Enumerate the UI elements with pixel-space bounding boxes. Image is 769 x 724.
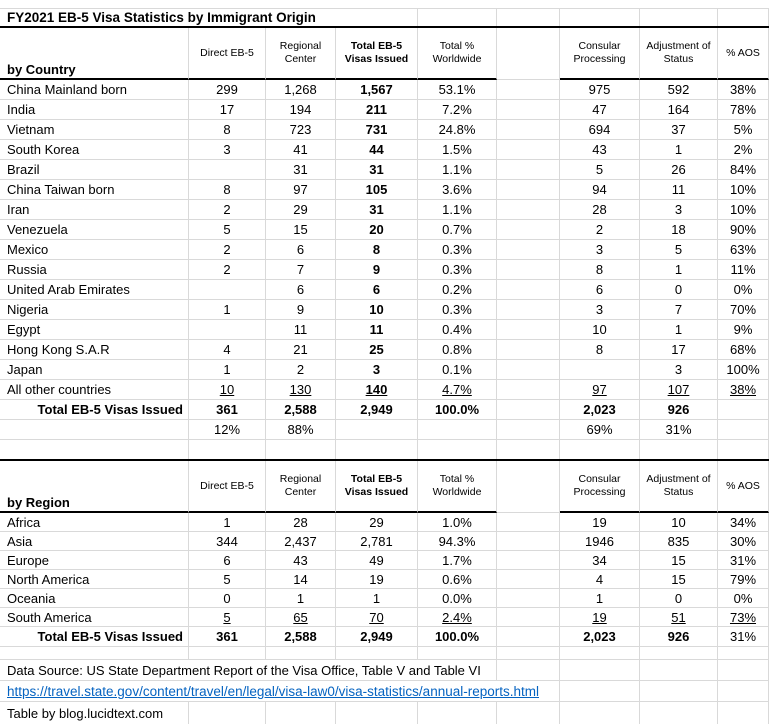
cell: 0: [189, 589, 266, 607]
cell: 2,588: [266, 627, 336, 646]
cell: 1: [336, 589, 418, 607]
cell: 6: [266, 280, 336, 299]
gap-cell: [497, 180, 560, 199]
cell: 21: [266, 340, 336, 359]
cell: 47: [560, 100, 640, 119]
column-header: % AOS: [718, 461, 769, 513]
cell: 100.0%: [418, 627, 497, 646]
cell: 1: [560, 589, 640, 607]
total-row: [0, 627, 769, 647]
column-header: Consular Processing: [560, 28, 640, 80]
cell: 975: [560, 80, 640, 99]
cell: 2%: [718, 140, 769, 159]
title-cell: [0, 9, 418, 26]
row-label: India: [0, 100, 189, 119]
cell: 130: [266, 380, 336, 399]
cell: 41: [266, 140, 336, 159]
row-label: United Arab Emirates: [0, 280, 189, 299]
gap-cell: [497, 100, 560, 119]
cell: 0.3%: [418, 300, 497, 319]
footer-row-link: [0, 681, 769, 702]
cell: 2,588: [266, 400, 336, 419]
column-header: Direct EB-5: [189, 461, 266, 513]
cell: 2: [189, 260, 266, 279]
cell: [336, 420, 418, 439]
gap-cell: [497, 608, 560, 626]
table-row: [0, 80, 769, 100]
cell: 2: [560, 220, 640, 239]
table-row: [0, 300, 769, 320]
cell: 43: [560, 140, 640, 159]
cell: 53.1%: [418, 80, 497, 99]
column-header: Regional Center: [266, 461, 336, 513]
tables-container: [0, 28, 769, 660]
cell: 6: [189, 551, 266, 569]
cell: 29: [266, 200, 336, 219]
table-row: [0, 280, 769, 300]
cell: 17: [189, 100, 266, 119]
cell: 78%: [718, 100, 769, 119]
row-label: [0, 420, 189, 439]
cell: 1946: [560, 532, 640, 550]
cell: 4: [189, 340, 266, 359]
cell: 361: [189, 627, 266, 646]
cell: 51: [640, 608, 718, 626]
cell: 1.5%: [418, 140, 497, 159]
cell: 1.0%: [418, 513, 497, 531]
table-row: [0, 120, 769, 140]
gap-cell: [497, 513, 560, 531]
cell: [189, 320, 266, 339]
row-label: South America: [0, 608, 189, 626]
cell: 2,023: [560, 627, 640, 646]
cell: 79%: [718, 570, 769, 588]
gap-cell: [497, 320, 560, 339]
gap-header-cell: [497, 28, 560, 80]
cell: 29: [336, 513, 418, 531]
cell: 37: [640, 120, 718, 139]
cell: 10: [560, 320, 640, 339]
cell: 70: [336, 608, 418, 626]
footer-row-credit: [0, 702, 769, 724]
cell: 1.7%: [418, 551, 497, 569]
empty-cell: [718, 9, 769, 26]
cell: 25: [336, 340, 418, 359]
cell: 2,781: [336, 532, 418, 550]
cell: 5: [189, 608, 266, 626]
cell: 0.7%: [418, 220, 497, 239]
cell: 31%: [718, 627, 769, 646]
cell: 8: [560, 340, 640, 359]
cell: 2: [189, 240, 266, 259]
cell: 97: [266, 180, 336, 199]
cell: 10: [640, 513, 718, 531]
cell: 344: [189, 532, 266, 550]
table-row: [0, 140, 769, 160]
cell: 9: [336, 260, 418, 279]
cell: 1.1%: [418, 200, 497, 219]
cell: 2.4%: [418, 608, 497, 626]
gap-cell: [497, 551, 560, 569]
table-row: [0, 200, 769, 220]
row-label: Oceania: [0, 589, 189, 607]
cell: 20: [336, 220, 418, 239]
table-row: [0, 380, 769, 400]
cell: 11: [266, 320, 336, 339]
cell: 1: [189, 513, 266, 531]
cell: 31: [266, 160, 336, 179]
cell: 30%: [718, 532, 769, 550]
cell: 1,567: [336, 80, 418, 99]
cell: 299: [189, 80, 266, 99]
cell: 3: [640, 360, 718, 379]
cell: 107: [640, 380, 718, 399]
cell: [189, 280, 266, 299]
cell: 0: [640, 280, 718, 299]
group-label: by Country: [0, 28, 189, 80]
gap-cell: [497, 240, 560, 259]
column-header: Direct EB-5: [189, 28, 266, 80]
column-header: Total % Worldwide: [418, 28, 497, 80]
header-row: [0, 28, 769, 80]
gap-cell: [497, 140, 560, 159]
cell: 73%: [718, 608, 769, 626]
cell: 14: [266, 570, 336, 588]
gap-cell: [497, 120, 560, 139]
cell: [718, 420, 769, 439]
cell: 84%: [718, 160, 769, 179]
column-header: Total EB-5 Visas Issued: [336, 28, 418, 80]
gap-cell: [497, 300, 560, 319]
cell: 0.3%: [418, 240, 497, 259]
cell: 10: [189, 380, 266, 399]
cell: 731: [336, 120, 418, 139]
cell: 0.3%: [418, 260, 497, 279]
cell: 70%: [718, 300, 769, 319]
row-label: Russia: [0, 260, 189, 279]
row-label: Venezuela: [0, 220, 189, 239]
cell: 5: [560, 160, 640, 179]
cell: 44: [336, 140, 418, 159]
table-row: [0, 240, 769, 260]
cell: 4.7%: [418, 380, 497, 399]
cell: 1,268: [266, 80, 336, 99]
footer-row-source: [0, 660, 769, 681]
cell: 0.2%: [418, 280, 497, 299]
cell: 49: [336, 551, 418, 569]
cell: 3: [336, 360, 418, 379]
cell: 694: [560, 120, 640, 139]
cell: 43: [266, 551, 336, 569]
row-label: China Taiwan born: [0, 180, 189, 199]
row-label: Mexico: [0, 240, 189, 259]
cell: 6: [560, 280, 640, 299]
percent-split-row: [0, 420, 769, 440]
cell: 3: [189, 140, 266, 159]
empty-cell: [560, 9, 640, 26]
cell: 7.2%: [418, 100, 497, 119]
column-header: Adjustment of Status: [640, 28, 718, 80]
cell: 0.8%: [418, 340, 497, 359]
table-row: [0, 260, 769, 280]
cell: 8: [189, 180, 266, 199]
row-label: Japan: [0, 360, 189, 379]
cell: 31: [336, 200, 418, 219]
cell: 69%: [560, 420, 640, 439]
table-row: [0, 513, 769, 532]
cell: 2,949: [336, 627, 418, 646]
cell: 1.1%: [418, 160, 497, 179]
cell: 194: [266, 100, 336, 119]
cell: 5%: [718, 120, 769, 139]
cell: 0: [640, 589, 718, 607]
gap-cell: [497, 280, 560, 299]
gap-cell: [497, 220, 560, 239]
row-label: Iran: [0, 200, 189, 219]
source-link[interactable]: https://travel.state.gov/content/travel/en/legal/visa-law0/visa-statistics/annual-reports.html: [0, 681, 549, 701]
cell: 3.6%: [418, 180, 497, 199]
gap-header-cell: [497, 461, 560, 513]
cell: 0.4%: [418, 320, 497, 339]
cell: 926: [640, 627, 718, 646]
table-row: [0, 180, 769, 200]
cell: 28: [266, 513, 336, 531]
cell: 26: [640, 160, 718, 179]
gap-cell: [497, 80, 560, 99]
cell: 31: [336, 160, 418, 179]
gap-cell: [497, 340, 560, 359]
cell: 3: [560, 300, 640, 319]
gap-cell: [497, 589, 560, 607]
cell: 1: [640, 140, 718, 159]
row-label: All other countries: [0, 380, 189, 399]
cell: [418, 420, 497, 439]
cell: 4: [560, 570, 640, 588]
cell: 11: [640, 180, 718, 199]
cell: 140: [336, 380, 418, 399]
cell: 1: [640, 320, 718, 339]
row-label: Asia: [0, 532, 189, 550]
cell: 15: [640, 570, 718, 588]
cell: 90%: [718, 220, 769, 239]
column-header: Adjustment of Status: [640, 461, 718, 513]
row-label: South Korea: [0, 140, 189, 159]
cell: 17: [640, 340, 718, 359]
total-row: [0, 400, 769, 420]
cell: 5: [640, 240, 718, 259]
row-label: Africa: [0, 513, 189, 531]
empty-cell: [497, 9, 560, 26]
cell: 31%: [718, 551, 769, 569]
cell: 2,437: [266, 532, 336, 550]
table-row: [0, 320, 769, 340]
cell: 0.0%: [418, 589, 497, 607]
table-row: [0, 360, 769, 380]
row-label: Brazil: [0, 160, 189, 179]
gap-cell: [497, 420, 560, 439]
gap-cell: [497, 532, 560, 550]
cell: 34: [560, 551, 640, 569]
cell: 38%: [718, 380, 769, 399]
cell: 15: [266, 220, 336, 239]
cell: 2,949: [336, 400, 418, 419]
cell: 0.6%: [418, 570, 497, 588]
cell: 68%: [718, 340, 769, 359]
cell: 0%: [718, 589, 769, 607]
cell: 24.8%: [418, 120, 497, 139]
column-header: Regional Center: [266, 28, 336, 80]
cell: 31%: [640, 420, 718, 439]
cell: 94: [560, 180, 640, 199]
spacer-row: [0, 440, 769, 459]
total-label: Total EB-5 Visas Issued: [0, 400, 189, 419]
cell: 100%: [718, 360, 769, 379]
cell: 88%: [266, 420, 336, 439]
row-label: Hong Kong S.A.R: [0, 340, 189, 359]
cell: 100.0%: [418, 400, 497, 419]
cell: 2: [266, 360, 336, 379]
cell: 7: [266, 260, 336, 279]
table-row: [0, 589, 769, 608]
data-source-text: Data Source: US State Department Report of the Visa Office, Table V and Table VI: [0, 660, 491, 680]
table-row: [0, 160, 769, 180]
cell: 6: [266, 240, 336, 259]
cell: 6: [336, 280, 418, 299]
cell: 835: [640, 532, 718, 550]
cell: 0%: [718, 280, 769, 299]
row-label: Europe: [0, 551, 189, 569]
cell: 15: [640, 551, 718, 569]
column-header: Total % Worldwide: [418, 461, 497, 513]
table-row: [0, 220, 769, 240]
cell: 19: [336, 570, 418, 588]
cell: 10%: [718, 180, 769, 199]
cell: 3: [560, 240, 640, 259]
row-label: China Mainland born: [0, 80, 189, 99]
cell: 19: [560, 608, 640, 626]
row-label: Nigeria: [0, 300, 189, 319]
gap-cell: [497, 260, 560, 279]
cell: [189, 160, 266, 179]
credit-text: Table by blog.lucidtext.com: [0, 702, 173, 724]
table-row: [0, 570, 769, 589]
cell: 361: [189, 400, 266, 419]
title-row: [0, 9, 769, 28]
column-header: Consular Processing: [560, 461, 640, 513]
gap-cell: [497, 380, 560, 399]
empty-cell: [640, 9, 718, 26]
page-title: FY2021 EB-5 Visa Statistics by Immigrant Origin: [0, 10, 316, 25]
cell: 34%: [718, 513, 769, 531]
cell: 65: [266, 608, 336, 626]
cell: 592: [640, 80, 718, 99]
cell: 10: [336, 300, 418, 319]
table-row: [0, 532, 769, 551]
cell: 1: [189, 360, 266, 379]
spacer-row: [0, 647, 769, 660]
cell: 1: [189, 300, 266, 319]
cell: 164: [640, 100, 718, 119]
group-label: by Region: [0, 461, 189, 513]
gap-cell: [497, 570, 560, 588]
cell: 18: [640, 220, 718, 239]
table-row: [0, 608, 769, 627]
cell: [560, 360, 640, 379]
cell: 0.1%: [418, 360, 497, 379]
cell: 9: [266, 300, 336, 319]
cell: 8: [560, 260, 640, 279]
cell: 723: [266, 120, 336, 139]
cell: 105: [336, 180, 418, 199]
table-row: [0, 551, 769, 570]
total-label: Total EB-5 Visas Issued: [0, 627, 189, 646]
gap-cell: [497, 160, 560, 179]
top-margin: [0, 0, 769, 9]
cell: 7: [640, 300, 718, 319]
cell: 5: [189, 220, 266, 239]
row-label: Egypt: [0, 320, 189, 339]
cell: 19: [560, 513, 640, 531]
table-row: [0, 340, 769, 360]
cell: 2,023: [560, 400, 640, 419]
cell: 926: [640, 400, 718, 419]
column-header: % AOS: [718, 28, 769, 80]
cell: 38%: [718, 80, 769, 99]
cell: 63%: [718, 240, 769, 259]
cell: 12%: [189, 420, 266, 439]
column-header: Total EB-5 Visas Issued: [336, 461, 418, 513]
cell: 10%: [718, 200, 769, 219]
cell: [718, 400, 769, 419]
cell: 5: [189, 570, 266, 588]
gap-cell: [497, 627, 560, 646]
cell: 211: [336, 100, 418, 119]
cell: 1: [640, 260, 718, 279]
cell: 2: [189, 200, 266, 219]
cell: 11: [336, 320, 418, 339]
table-row: [0, 100, 769, 120]
cell: 8: [189, 120, 266, 139]
row-label: North America: [0, 570, 189, 588]
cell: 97: [560, 380, 640, 399]
cell: 28: [560, 200, 640, 219]
header-row: [0, 459, 769, 513]
cell: 11%: [718, 260, 769, 279]
cell: 3: [640, 200, 718, 219]
cell: 94.3%: [418, 532, 497, 550]
gap-cell: [497, 200, 560, 219]
empty-cell: [418, 9, 497, 26]
cell: 8: [336, 240, 418, 259]
gap-cell: [497, 360, 560, 379]
row-label: Vietnam: [0, 120, 189, 139]
gap-cell: [497, 400, 560, 419]
cell: 9%: [718, 320, 769, 339]
cell: 1: [266, 589, 336, 607]
